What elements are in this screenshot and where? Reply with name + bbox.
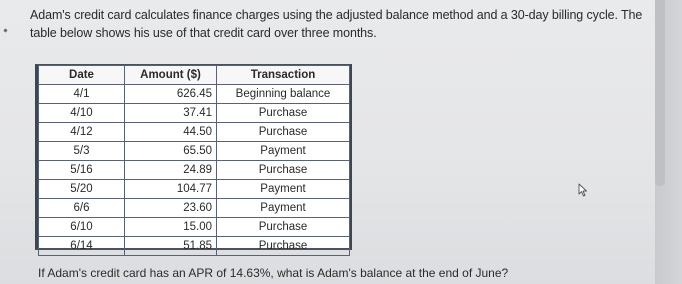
- problem-intro-text: Adam's credit card calculates finance charges using the adjusted balance method and a 30-day billing cycle. The table below shows his use of that credit card over three months.: [30, 8, 643, 40]
- table-row: [39, 199, 350, 218]
- cell-amount: 65.50: [125, 142, 217, 161]
- cell-transaction: Purchase: [217, 161, 350, 180]
- cell-transaction: Purchase: [217, 218, 350, 237]
- header-date: Date: [39, 66, 125, 85]
- table-row: [39, 104, 350, 123]
- cell-date: 6/10: [39, 218, 125, 237]
- header-amount: Amount ($): [125, 66, 217, 85]
- table-header-row: [39, 66, 350, 85]
- cell-amount: 24.89: [125, 161, 217, 180]
- cell-date: 4/1: [39, 85, 125, 104]
- cell-date: 5/3: [39, 142, 125, 161]
- table-row: [39, 85, 350, 104]
- cell-amount: 104.77: [125, 180, 217, 199]
- question-text: If Adam's credit card has an APR of 14.63%, what is Adam's balance at the end of June?: [38, 266, 509, 280]
- cell-transaction: Payment: [217, 142, 350, 161]
- transactions-table-container: [35, 64, 352, 250]
- table-row: [39, 142, 350, 161]
- table-row: [39, 161, 350, 180]
- cell-date: 6/6: [39, 199, 125, 218]
- cell-amount: 23.60: [125, 199, 217, 218]
- header-transaction: Transaction: [217, 66, 350, 85]
- cell-transaction: Payment: [217, 180, 350, 199]
- cell-transaction: Purchase: [217, 237, 350, 256]
- cell-transaction: Purchase: [217, 104, 350, 123]
- mouse-pointer-icon: [578, 183, 588, 197]
- cell-amount: 44.50: [125, 123, 217, 142]
- cell-amount: 15.00: [125, 218, 217, 237]
- artifact-mark: [3, 28, 7, 32]
- table-row: [39, 123, 350, 142]
- table-row: [39, 237, 350, 256]
- table-row: [39, 218, 350, 237]
- cell-amount: 51.85: [125, 237, 217, 256]
- cell-transaction: Purchase: [217, 123, 350, 142]
- cell-date: 5/16: [39, 161, 125, 180]
- scrollbar-thumb[interactable]: [655, 0, 665, 186]
- cell-date: 6/14: [39, 237, 125, 256]
- cell-date: 4/10: [39, 104, 125, 123]
- cell-amount: 626.45: [125, 85, 217, 104]
- table-row: [39, 180, 350, 199]
- cell-transaction: Beginning balance: [217, 85, 350, 104]
- cell-amount: 37.41: [125, 104, 217, 123]
- cell-transaction: Payment: [217, 199, 350, 218]
- transactions-table: [38, 65, 350, 256]
- cell-date: 5/20: [39, 180, 125, 199]
- cell-date: 4/12: [39, 123, 125, 142]
